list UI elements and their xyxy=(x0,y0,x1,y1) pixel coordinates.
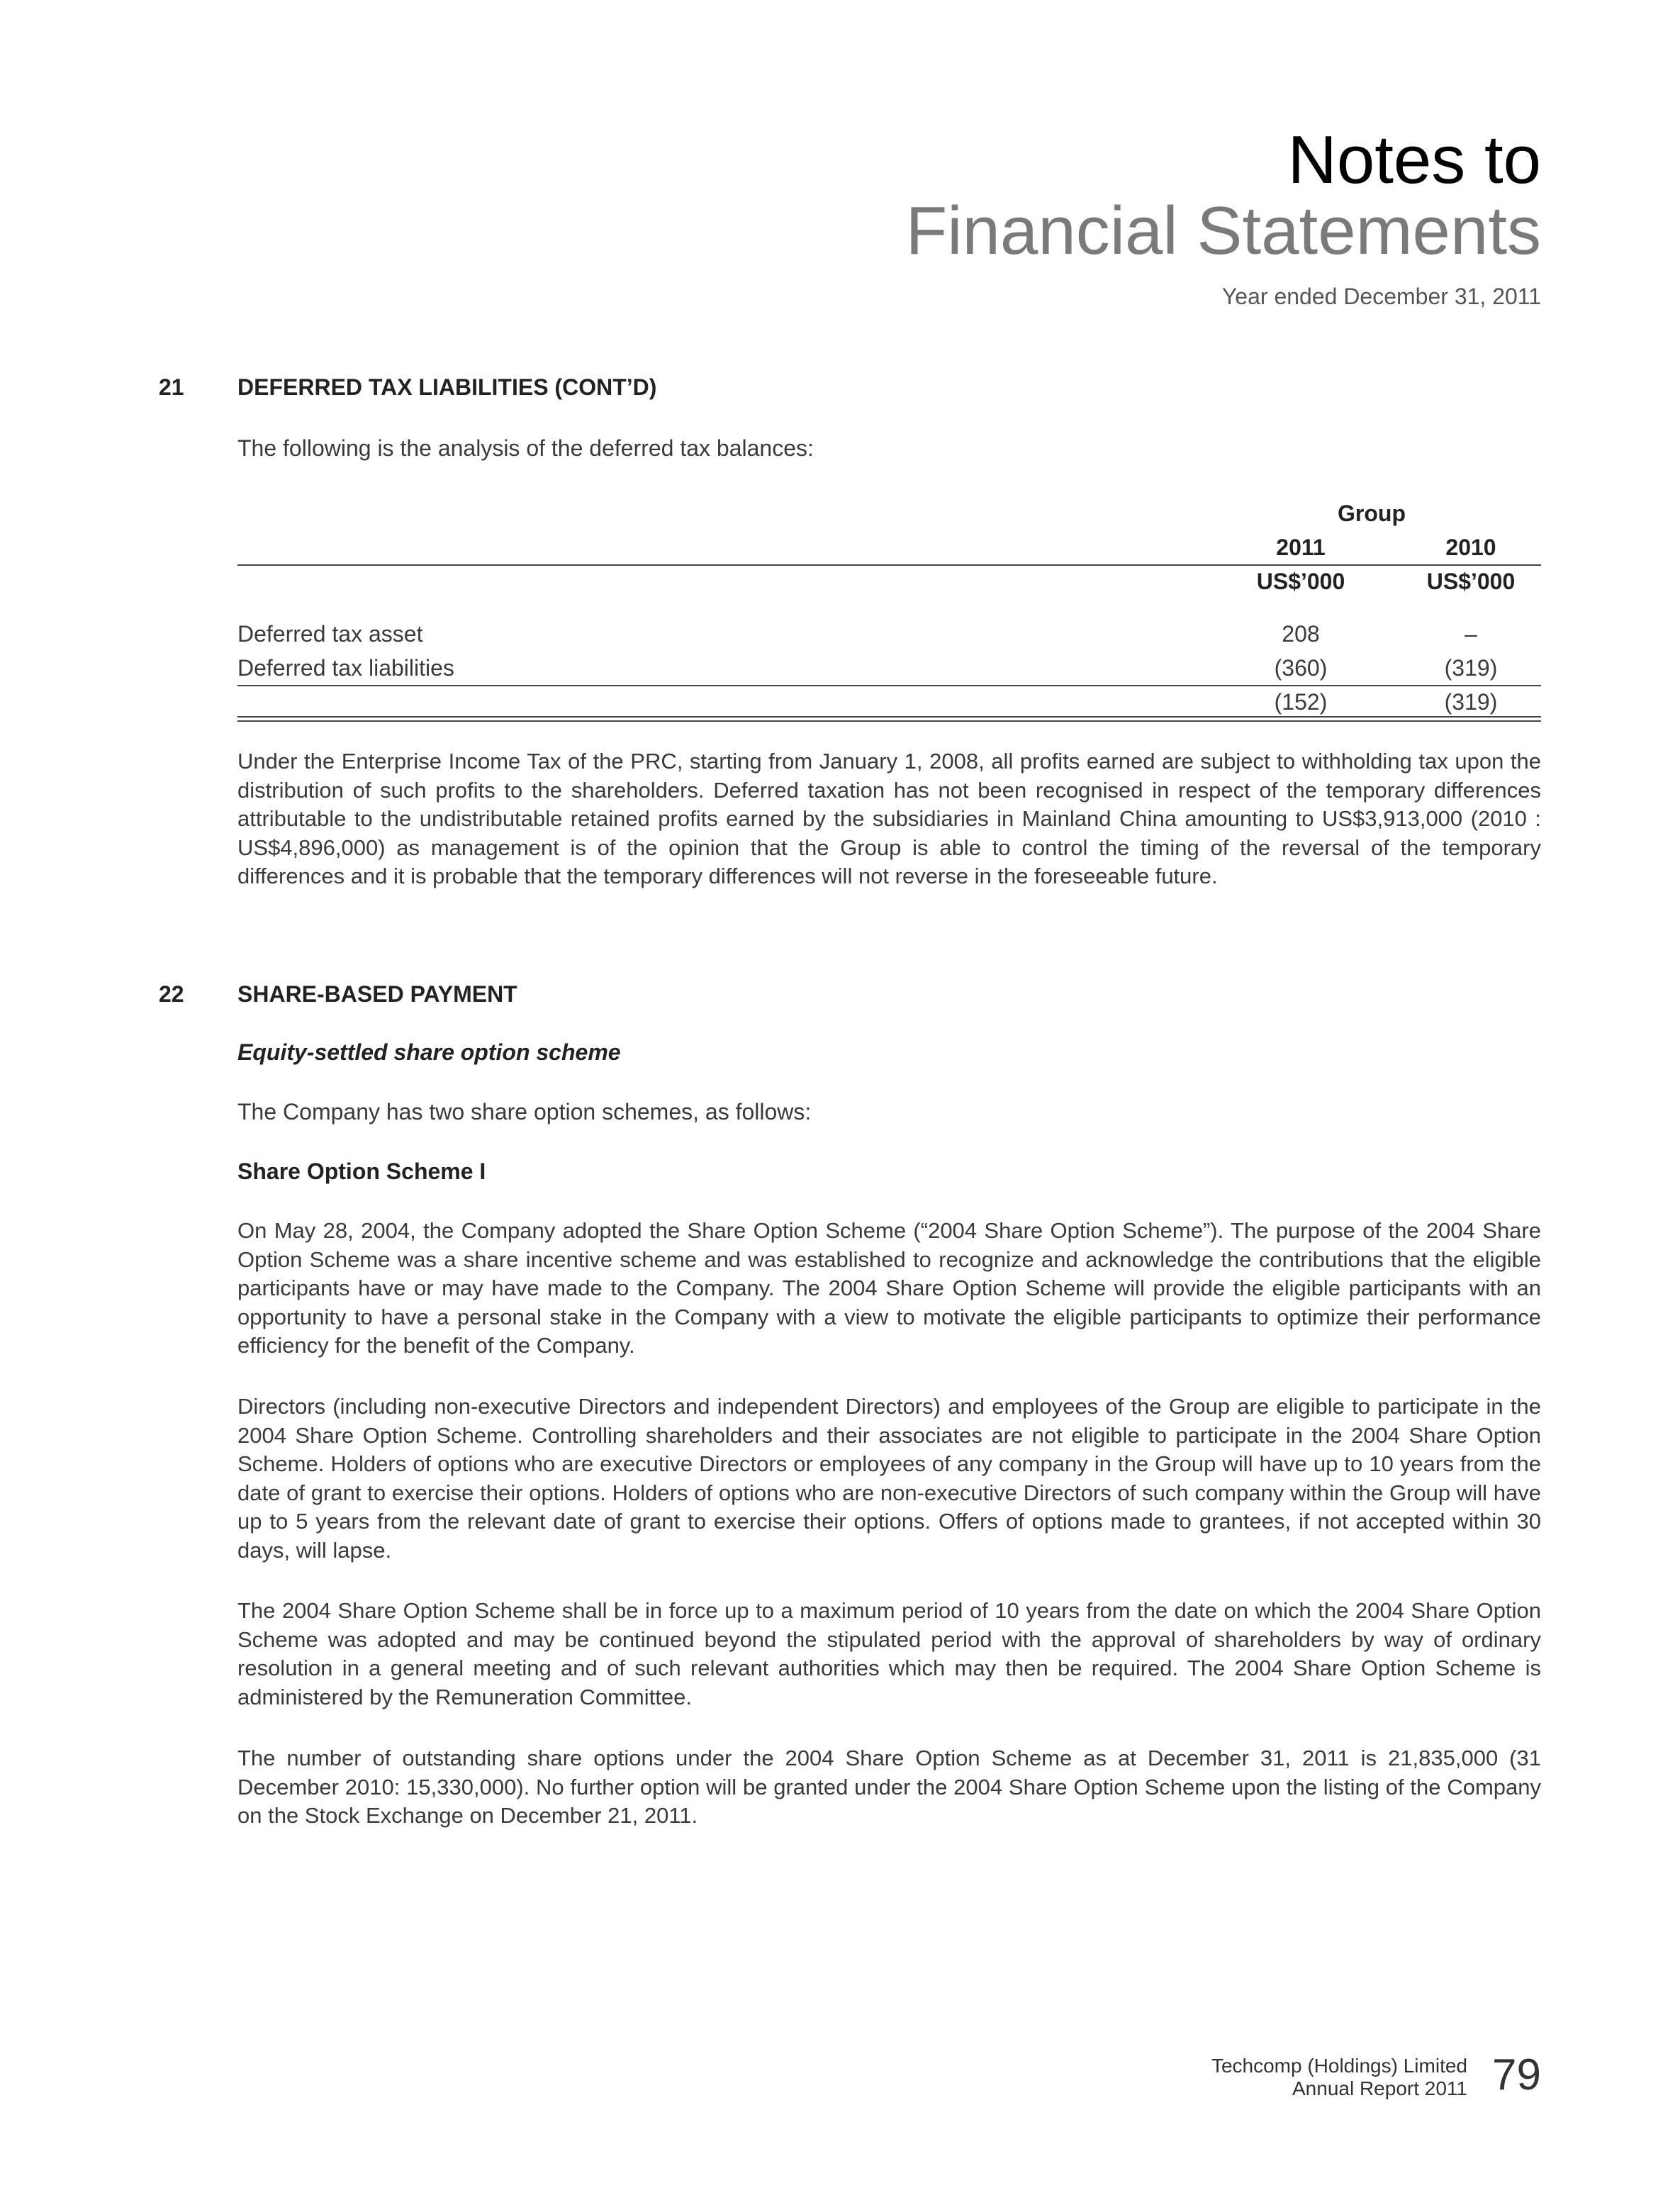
table-double-rule-top xyxy=(237,716,1541,718)
section-21-number: 21 xyxy=(159,374,184,400)
footer-company: Techcomp (Holdings) Limited xyxy=(1211,2055,1467,2077)
paragraph: Directors (including non-executive Directors and independent Directors) and employees of the Group are eligible to participate in the 2004 Share Option Scheme. Controlling shareholders and their associates are not eligible to participate in the 2004 Share Option Scheme. Holders of options who are executive Directors or employees of any company in the Group will have up to 10 years from the date of grant to exercise their options. Holders of options who are non-executive Directors of such company within the Group will have up to 5 years from the relevant date of grant to exercise their options. Offers of options made to grantees, if not accepted within 30 days, will lapse. xyxy=(237,1394,1541,1563)
table-total-rule xyxy=(237,685,1541,686)
section-21-intro: The following is the analysis of the deferred tax balances: xyxy=(237,435,814,461)
table-row-label: Deferred tax asset xyxy=(237,621,423,647)
table-cell: (360) xyxy=(1274,655,1328,681)
page-number: 79 xyxy=(1492,2050,1541,2099)
scheme-heading: Share Option Scheme I xyxy=(237,1159,486,1184)
table-col-2011: 2011 xyxy=(1276,535,1326,560)
paragraph: On May 28, 2004, the Company adopted the Share Option Scheme (“2004 Share Option Scheme”). The purpose of the 2004 Share Option Scheme was a share incentive scheme and was established to recognize and acknowledge the contributions that the eligible participants have or may have made to the Company. The 2004 Share Option Scheme will provide the eligible participants with an opportunity to have a personal stake in the Company with a view to motivate the eligible participants to optimize their performance efficiency for the benefit of the Company. xyxy=(237,1218,1541,1358)
section-21-title: DEFERRED TAX LIABILITIES (CONT’D) xyxy=(237,374,657,400)
table-cell: 208 xyxy=(1282,621,1320,647)
section-22-intro: The Company has two share option schemes, as follows: xyxy=(237,1099,812,1124)
year-label: Year ended December 31, 2011 xyxy=(1221,284,1541,309)
table-col-2010: 2010 xyxy=(1445,535,1496,560)
table-header-rule xyxy=(237,564,1541,566)
table-group-header: Group xyxy=(1338,501,1406,526)
page-subtitle: Financial Statements xyxy=(905,193,1541,269)
footer-text xyxy=(1211,2055,1467,2100)
table-total-cell: (319) xyxy=(1444,689,1498,715)
table-cell: (319) xyxy=(1444,655,1498,681)
section-22-subtitle: Equity-settled share option scheme xyxy=(237,1039,621,1065)
table-double-rule-bottom xyxy=(237,720,1541,722)
footer-report: Annual Report 2011 xyxy=(1292,2077,1467,2099)
paragraph: The 2004 Share Option Scheme shall be in force up to a maximum period of 10 years from the date on which the 2004 Share Option Scheme was adopted and may be continued beyond the stipulated period with the approval of shareholders by way of ordinary resolution in a general meeting and of such relevant authorities which may then be required. The 2004 Share Option Scheme is administered by the Remuneration Committee. xyxy=(237,1598,1541,1709)
table-cell: – xyxy=(1465,621,1477,647)
table-unit-2011: US$’000 xyxy=(1256,569,1345,594)
section-22-title: SHARE-BASED PAYMENT xyxy=(237,981,517,1007)
table-unit-2010: US$’000 xyxy=(1426,569,1516,594)
table-total-cell: (152) xyxy=(1274,689,1328,715)
page-title: Notes to xyxy=(1287,122,1541,198)
table-row-label: Deferred tax liabilities xyxy=(237,655,454,681)
paragraph: The number of outstanding share options under the 2004 Share Option Scheme as at December 31, 2011 is 21,835,000 (31 December 2010: 15,330,000). No further option will be granted under the 2004 Share Option Scheme upon the listing of the Company on the Stock Exchange on December 21, 2011. xyxy=(237,1746,1541,1829)
section-21-paragraph: Under the Enterprise Income Tax of the PRC, starting from January 1, 2008, all profits earned are subject to withholding tax upon the distribution of such profits to the shareholders. Deferred taxation has not been recognised in respect of the temporary differences attributable to the undistributable retained profits earned by the subsidiaries in Mainland China amounting to US$3,913,000 (2010 : US$4,896,000) as management is of the opinion that the Group is able to control the timing of the reversal of the temporary differences and it is probable that the temporary differences will not reverse in the foreseeable future. xyxy=(237,749,1541,889)
section-22-number: 22 xyxy=(159,981,184,1007)
